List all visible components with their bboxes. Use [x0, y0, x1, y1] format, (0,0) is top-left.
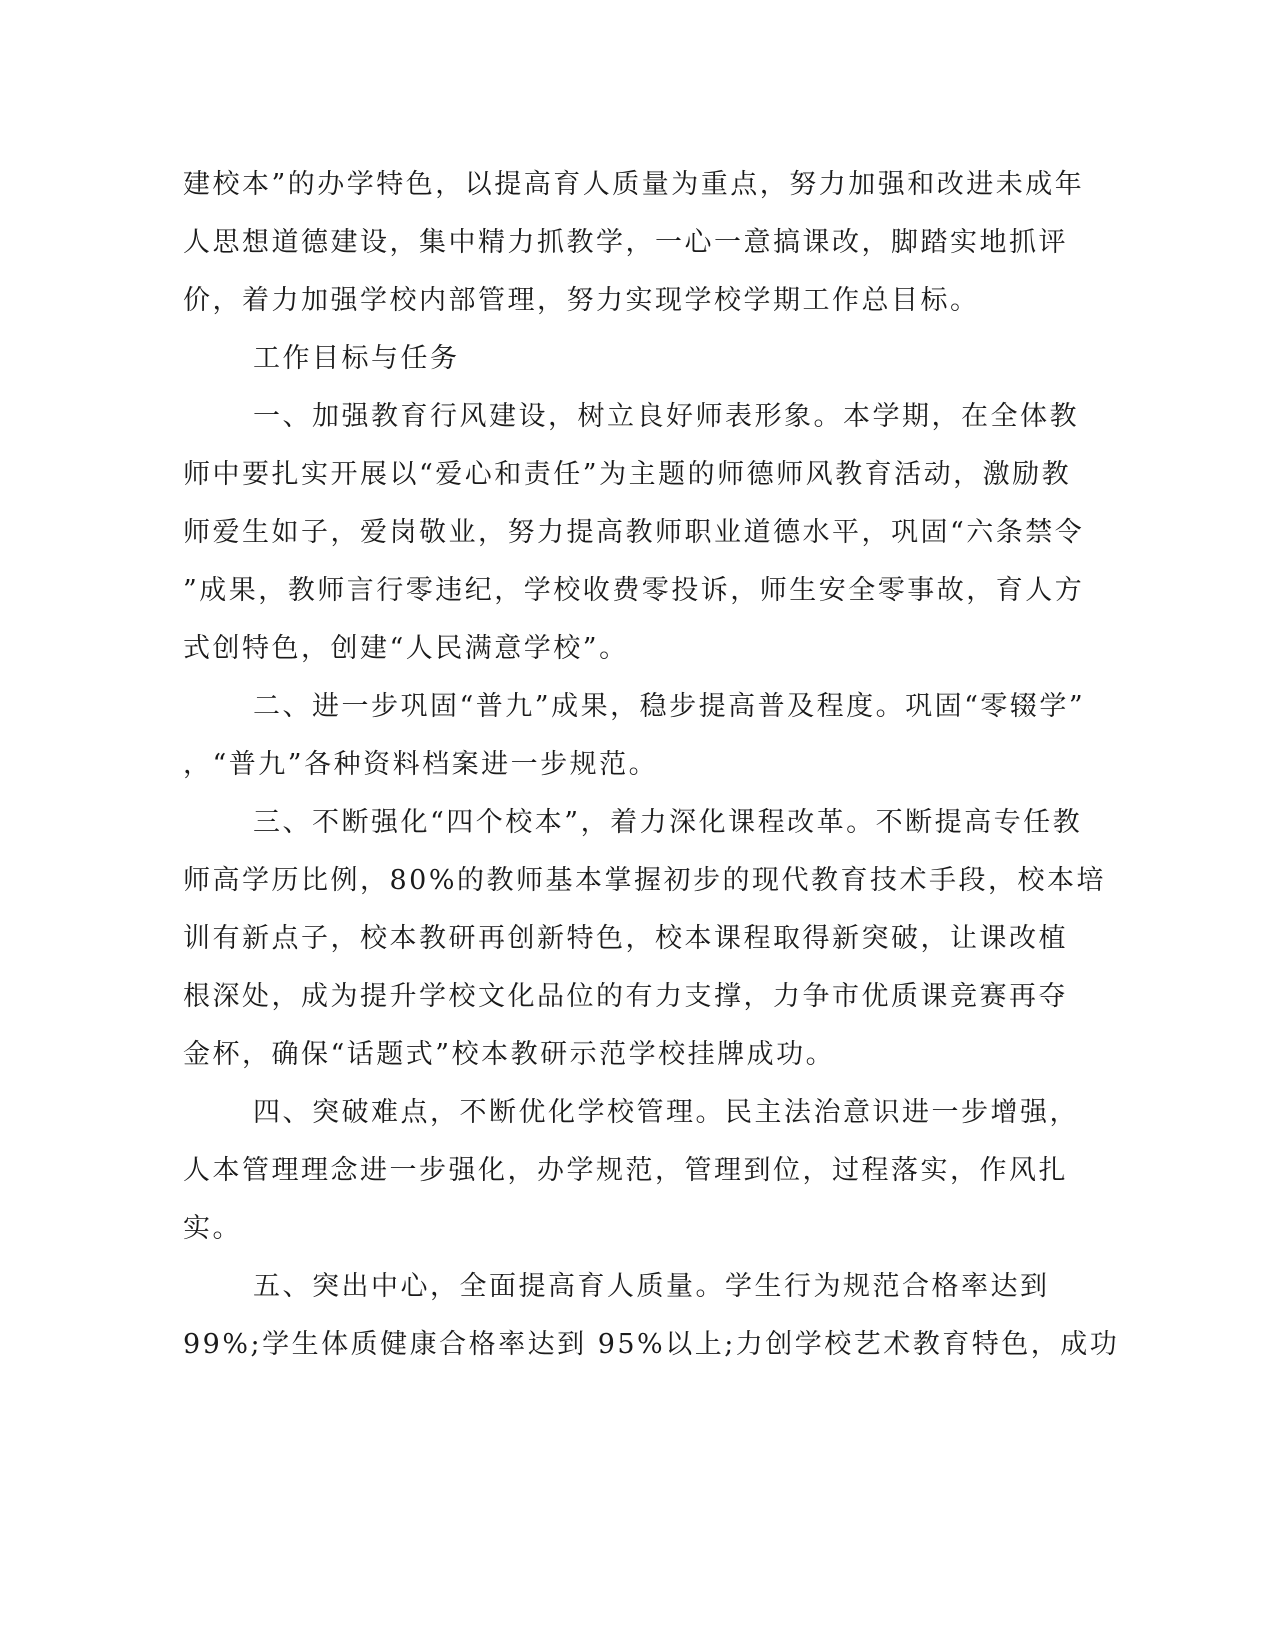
text-line: 四、突破难点，不断优化学校管理。民主法治意识进一步增强，: [253, 1097, 1079, 1128]
text-line: 师爱生如子，爱岗敬业，努力提高教师职业道德水平，巩固“六条禁令: [183, 517, 1085, 548]
text-line: 式创特色，创建“人民满意学校”。: [183, 633, 629, 664]
text-line: ”成果，教师言行零违纪，学校收费零投诉，师生安全零事故，育人方: [183, 575, 1085, 606]
text-line: 人思想道德建设，集中精力抓教学，一心一意搞课改，脚踏实地抓评: [183, 227, 1068, 258]
text-line: 二、进一步巩固“普九”成果，稳步提高普及程度。巩固“零辍学”: [253, 691, 1086, 722]
text-line: 一、加强教育行风建设，树立良好师表形象。本学期，在全体教: [253, 401, 1079, 432]
text-line: 根深处，成为提升学校文化品位的有力支撑，力争市优质课竞赛再夺: [183, 981, 1068, 1012]
text-line: ，“普九”各种资料档案进一步规范。: [183, 749, 659, 780]
text-line: 师中要扎实开展以“爱心和责任”为主题的师德师风教育活动，激励教: [183, 459, 1072, 490]
text-line: 99%;学生体质健康合格率达到 95%以上;力创学校艺术教育特色，成功: [183, 1329, 1120, 1360]
text-line: 实。: [183, 1213, 242, 1244]
text-line: 五、突出中心，全面提高育人质量。学生行为规范合格率达到: [253, 1271, 1050, 1302]
text-line: 师高学历比例，80%的教师基本掌握初步的现代教育技术手段，校本培: [183, 865, 1107, 896]
text-line: 建校本”的办学特色，以提高育人质量为重点，努力加强和改进未成年: [183, 169, 1085, 200]
text-line: 金杯，确保“话题式”校本教研示范学校挂牌成功。: [183, 1039, 836, 1070]
text-line: 价，着力加强学校内部管理，努力实现学校学期工作总目标。: [183, 285, 980, 316]
section-heading: 工作目标与任务: [253, 343, 460, 374]
text-line: 训有新点子，校本教研再创新特色，校本课程取得新突破，让课改植: [183, 923, 1068, 954]
document-body: [183, 156, 1120, 1374]
text-line: 人本管理理念进一步强化，办学规范，管理到位，过程落实，作风扎: [183, 1155, 1068, 1186]
text-line: 三、不断强化“四个校本”，着力深化课程改革。不断提高专任教: [253, 807, 1083, 838]
